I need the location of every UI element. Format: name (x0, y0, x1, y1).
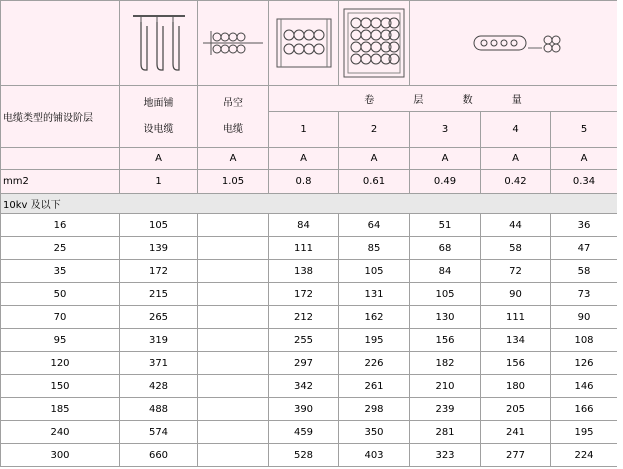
cable-size-cell: 16 (1, 214, 120, 237)
ampacity-cell: 111 (481, 306, 551, 329)
ampacity-cell (198, 237, 269, 260)
ground-cable-header (120, 86, 198, 148)
ampacity-cell: 182 (410, 352, 481, 375)
ampacity-cell: 58 (551, 260, 618, 283)
table-row (1, 283, 618, 306)
ampacity-cell: 403 (339, 444, 410, 467)
ampacity-cell: 297 (269, 352, 339, 375)
illustration-row (1, 1, 618, 86)
ampacity-cell: 172 (269, 283, 339, 306)
cable-size-cell: 35 (1, 260, 120, 283)
tray-cable-illustration (410, 1, 618, 86)
ampacity-cell: 195 (551, 421, 618, 444)
cable-size-cell: 150 (1, 375, 120, 398)
layer-count-header (269, 86, 618, 112)
hanging-header-line2: 电缆 (223, 123, 243, 135)
hanging-cable-header (198, 86, 269, 148)
ampacity-cell (198, 329, 269, 352)
ampacity-cell: 36 (551, 214, 618, 237)
ampacity-cell: 64 (339, 214, 410, 237)
cable-size-cell: 240 (1, 421, 120, 444)
coefficient-cell: 0.42 (481, 170, 551, 194)
ampacity-cell: 277 (481, 444, 551, 467)
ampacity-cell: 342 (269, 375, 339, 398)
ampacity-cell: 239 (410, 398, 481, 421)
layer-number: 2 (339, 112, 410, 148)
ampacity-cell: 146 (551, 375, 618, 398)
ampacity-cell: 105 (120, 214, 198, 237)
ampacity-cell: 51 (410, 214, 481, 237)
ampacity-cell (198, 283, 269, 306)
unit-cell: A (339, 148, 410, 170)
layer-header-char: 层 (413, 95, 424, 106)
ampacity-cell (198, 398, 269, 421)
section-title: 10kv 及以下 (1, 194, 618, 214)
ampacity-cell: 68 (410, 237, 481, 260)
ampacity-cell: 226 (339, 352, 410, 375)
hanging-cable-illustration (198, 1, 269, 86)
ampacity-cell: 130 (410, 306, 481, 329)
unit-cell: A (120, 148, 198, 170)
table-row (1, 444, 618, 467)
layer-1-2-illustration (269, 1, 339, 86)
ampacity-cell: 90 (551, 306, 618, 329)
ampacity-cell: 298 (339, 398, 410, 421)
layer-header-char: 卷 (364, 95, 375, 106)
ground-header-line1: 地面铺 (143, 97, 174, 109)
ampacity-cell: 428 (120, 375, 198, 398)
ampacity-cell: 44 (481, 214, 551, 237)
table-row (1, 260, 618, 283)
layer-number: 4 (481, 112, 551, 148)
ampacity-cell (198, 306, 269, 329)
ampacity-cell: 138 (269, 260, 339, 283)
layout-type-header: 电缆类型的铺设阶层 (1, 86, 120, 148)
ampacity-cell: 281 (410, 421, 481, 444)
mm2-label: mm2 (1, 170, 120, 194)
cable-size-cell: 120 (1, 352, 120, 375)
ampacity-cell: 371 (120, 352, 198, 375)
ampacity-cell: 195 (339, 329, 410, 352)
ampacity-cell: 210 (410, 375, 481, 398)
coefficient-cell: 0.49 (410, 170, 481, 194)
table-row (1, 237, 618, 260)
ampacity-cell: 162 (339, 306, 410, 329)
coefficient-cell: 0.61 (339, 170, 410, 194)
ampacity-cell: 166 (551, 398, 618, 421)
unit-row (1, 148, 618, 170)
ampacity-cell: 105 (410, 283, 481, 306)
layer-header-char: 量 (511, 95, 522, 106)
layer-number: 1 (269, 112, 339, 148)
ampacity-cell: 134 (481, 329, 551, 352)
table-row (1, 421, 618, 444)
ampacity-cell (198, 375, 269, 398)
layer-3-illustration (339, 1, 410, 86)
unit-cell: A (551, 148, 618, 170)
ampacity-cell: 459 (269, 421, 339, 444)
blank-corner-cell (1, 1, 120, 86)
hanging-header-line1: 吊空 (223, 97, 243, 109)
cable-size-cell: 95 (1, 329, 120, 352)
ampacity-cell: 574 (120, 421, 198, 444)
cable-size-cell: 50 (1, 283, 120, 306)
table-row (1, 329, 618, 352)
right-edge-strip (617, 0, 623, 469)
ampacity-cell: 255 (269, 329, 339, 352)
cable-size-cell: 300 (1, 444, 120, 467)
ground-cable-illustration (120, 1, 198, 86)
coefficient-cell: 1 (120, 170, 198, 194)
ampacity-cell (198, 260, 269, 283)
data-rows (1, 214, 618, 467)
ampacity-cell (198, 421, 269, 444)
ampacity-cell: 90 (481, 283, 551, 306)
ampacity-cell (198, 352, 269, 375)
layer-number: 3 (410, 112, 481, 148)
ampacity-cell: 224 (551, 444, 618, 467)
ampacity-cell: 323 (410, 444, 481, 467)
layer-header-char: 数 (462, 95, 473, 106)
table-row (1, 214, 618, 237)
ampacity-cell: 72 (481, 260, 551, 283)
unit-cell: A (410, 148, 481, 170)
ampacity-cell: 215 (120, 283, 198, 306)
ampacity-cell: 528 (269, 444, 339, 467)
ampacity-cell (198, 444, 269, 467)
ampacity-cell: 261 (339, 375, 410, 398)
ampacity-cell: 111 (269, 237, 339, 260)
ampacity-cell: 108 (551, 329, 618, 352)
table-row (1, 375, 618, 398)
ampacity-cell: 47 (551, 237, 618, 260)
ampacity-cell: 660 (120, 444, 198, 467)
ampacity-cell: 139 (120, 237, 198, 260)
section-row (1, 194, 618, 214)
coefficient-cell: 1.05 (198, 170, 269, 194)
coefficient-cell: 0.34 (551, 170, 618, 194)
ampacity-cell: 265 (120, 306, 198, 329)
ampacity-cell: 126 (551, 352, 618, 375)
ampacity-cell (198, 214, 269, 237)
table-row (1, 306, 618, 329)
ampacity-cell: 319 (120, 329, 198, 352)
ampacity-cell: 131 (339, 283, 410, 306)
ampacity-cell: 85 (339, 237, 410, 260)
table-row (1, 398, 618, 421)
ampacity-cell: 105 (339, 260, 410, 283)
ampacity-cell: 172 (120, 260, 198, 283)
ampacity-cell: 156 (481, 352, 551, 375)
ampacity-cell: 180 (481, 375, 551, 398)
ampacity-cell: 84 (410, 260, 481, 283)
unit-cell: A (481, 148, 551, 170)
ampacity-cell: 58 (481, 237, 551, 260)
table-row (1, 352, 618, 375)
coefficient-row (1, 170, 618, 194)
coefficient-cell: 0.8 (269, 170, 339, 194)
cable-size-cell: 185 (1, 398, 120, 421)
unit-cell: A (269, 148, 339, 170)
ampacity-cell: 241 (481, 421, 551, 444)
unit-blank-cell (1, 148, 120, 170)
unit-cell: A (198, 148, 269, 170)
ampacity-cell: 73 (551, 283, 618, 306)
cable-size-cell: 25 (1, 237, 120, 260)
ampacity-cell: 84 (269, 214, 339, 237)
ampacity-cell: 350 (339, 421, 410, 444)
layer-number: 5 (551, 112, 618, 148)
ground-header-line2: 设电缆 (143, 123, 174, 135)
ampacity-cell: 390 (269, 398, 339, 421)
ampacity-cell: 156 (410, 329, 481, 352)
ampacity-cell: 212 (269, 306, 339, 329)
ampacity-cell: 488 (120, 398, 198, 421)
ampacity-cell: 205 (481, 398, 551, 421)
cable-size-cell: 70 (1, 306, 120, 329)
